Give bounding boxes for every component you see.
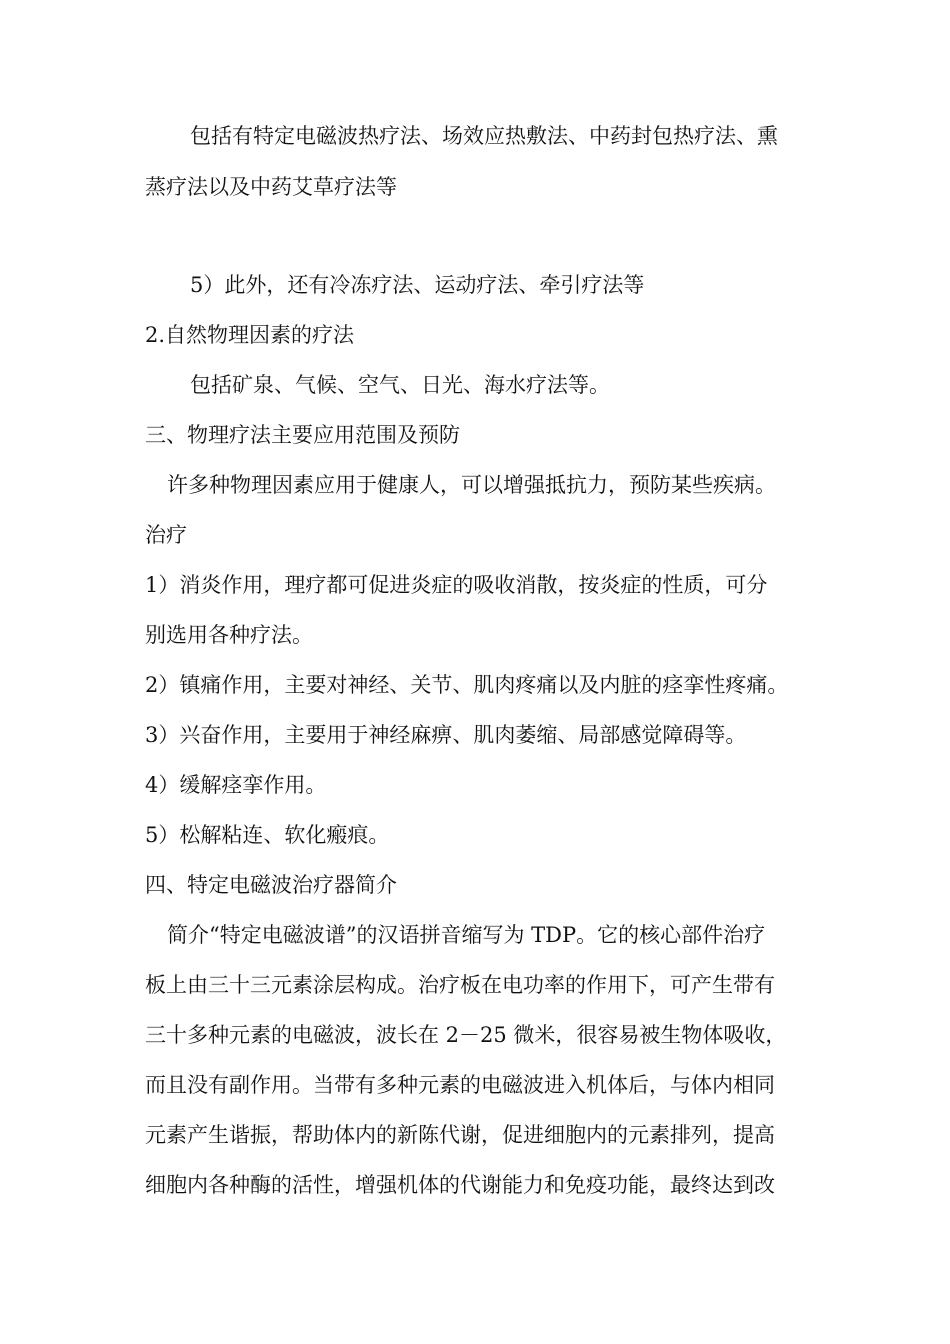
- list-item: 2）镇痛作用，主要对神经、关节、肌肉疼痛以及内脏的痉挛性疼痛。: [145, 673, 789, 697]
- subheading: 治疗: [145, 523, 187, 547]
- paragraph-line: 三十多种元素的电磁波，波长在 2－25 微米，很容易被生物体吸收，: [145, 1023, 787, 1047]
- paragraph-line: 蒸疗法以及中药艾草疗法等: [145, 175, 397, 199]
- paragraph-line: 元素产生谐振，帮助体内的新陈代谢，促进细胞内的元素排列，提高: [145, 1123, 775, 1147]
- list-item: 5）松解粘连、软化瘢痕。: [145, 823, 390, 847]
- list-item: 3）兴奋作用，主要用于神经麻痹、肌肉萎缩、局部感觉障碍等。: [145, 723, 747, 747]
- paragraph-line: 而且没有副作用。当带有多种元素的电磁波进入机体后，与体内相同: [145, 1073, 775, 1097]
- paragraph-line: 细胞内各种酶的活性，增强机体的代谢能力和免疫功能，最终达到改: [145, 1173, 775, 1197]
- paragraph-line: 板上由三十三元素涂层构成。治疗板在电功率的作用下，可产生带有: [145, 973, 775, 997]
- list-item-continuation: 别选用各种疗法。: [145, 623, 313, 647]
- paragraph-line: 包括有特定电磁波热疗法、场效应热敷法、中药封包热疗法、熏: [190, 124, 778, 148]
- list-item: 1）消炎作用，理疗都可促进炎症的吸收消散，按炎症的性质，可分: [145, 573, 768, 597]
- list-item: 5）此外，还有冷冻疗法、运动疗法、牵引疗法等: [190, 273, 645, 297]
- paragraph-line: 许多种物理因素应用于健康人，可以增强抵抗力，预防某些疾病。: [167, 473, 776, 497]
- section-heading: 三、物理疗法主要应用范围及预防: [145, 423, 460, 447]
- paragraph-line: 简介“特定电磁波谱”的汉语拼音缩写为 TDP。它的核心部件治疗: [167, 923, 766, 947]
- paragraph-line: 包括矿泉、气候、空气、日光、海水疗法等。: [190, 373, 610, 397]
- section-heading: 2.自然物理因素的疗法: [145, 323, 355, 347]
- section-heading: 四、特定电磁波治疗器简介: [145, 873, 397, 897]
- list-item: 4）缓解痉挛作用。: [145, 773, 327, 797]
